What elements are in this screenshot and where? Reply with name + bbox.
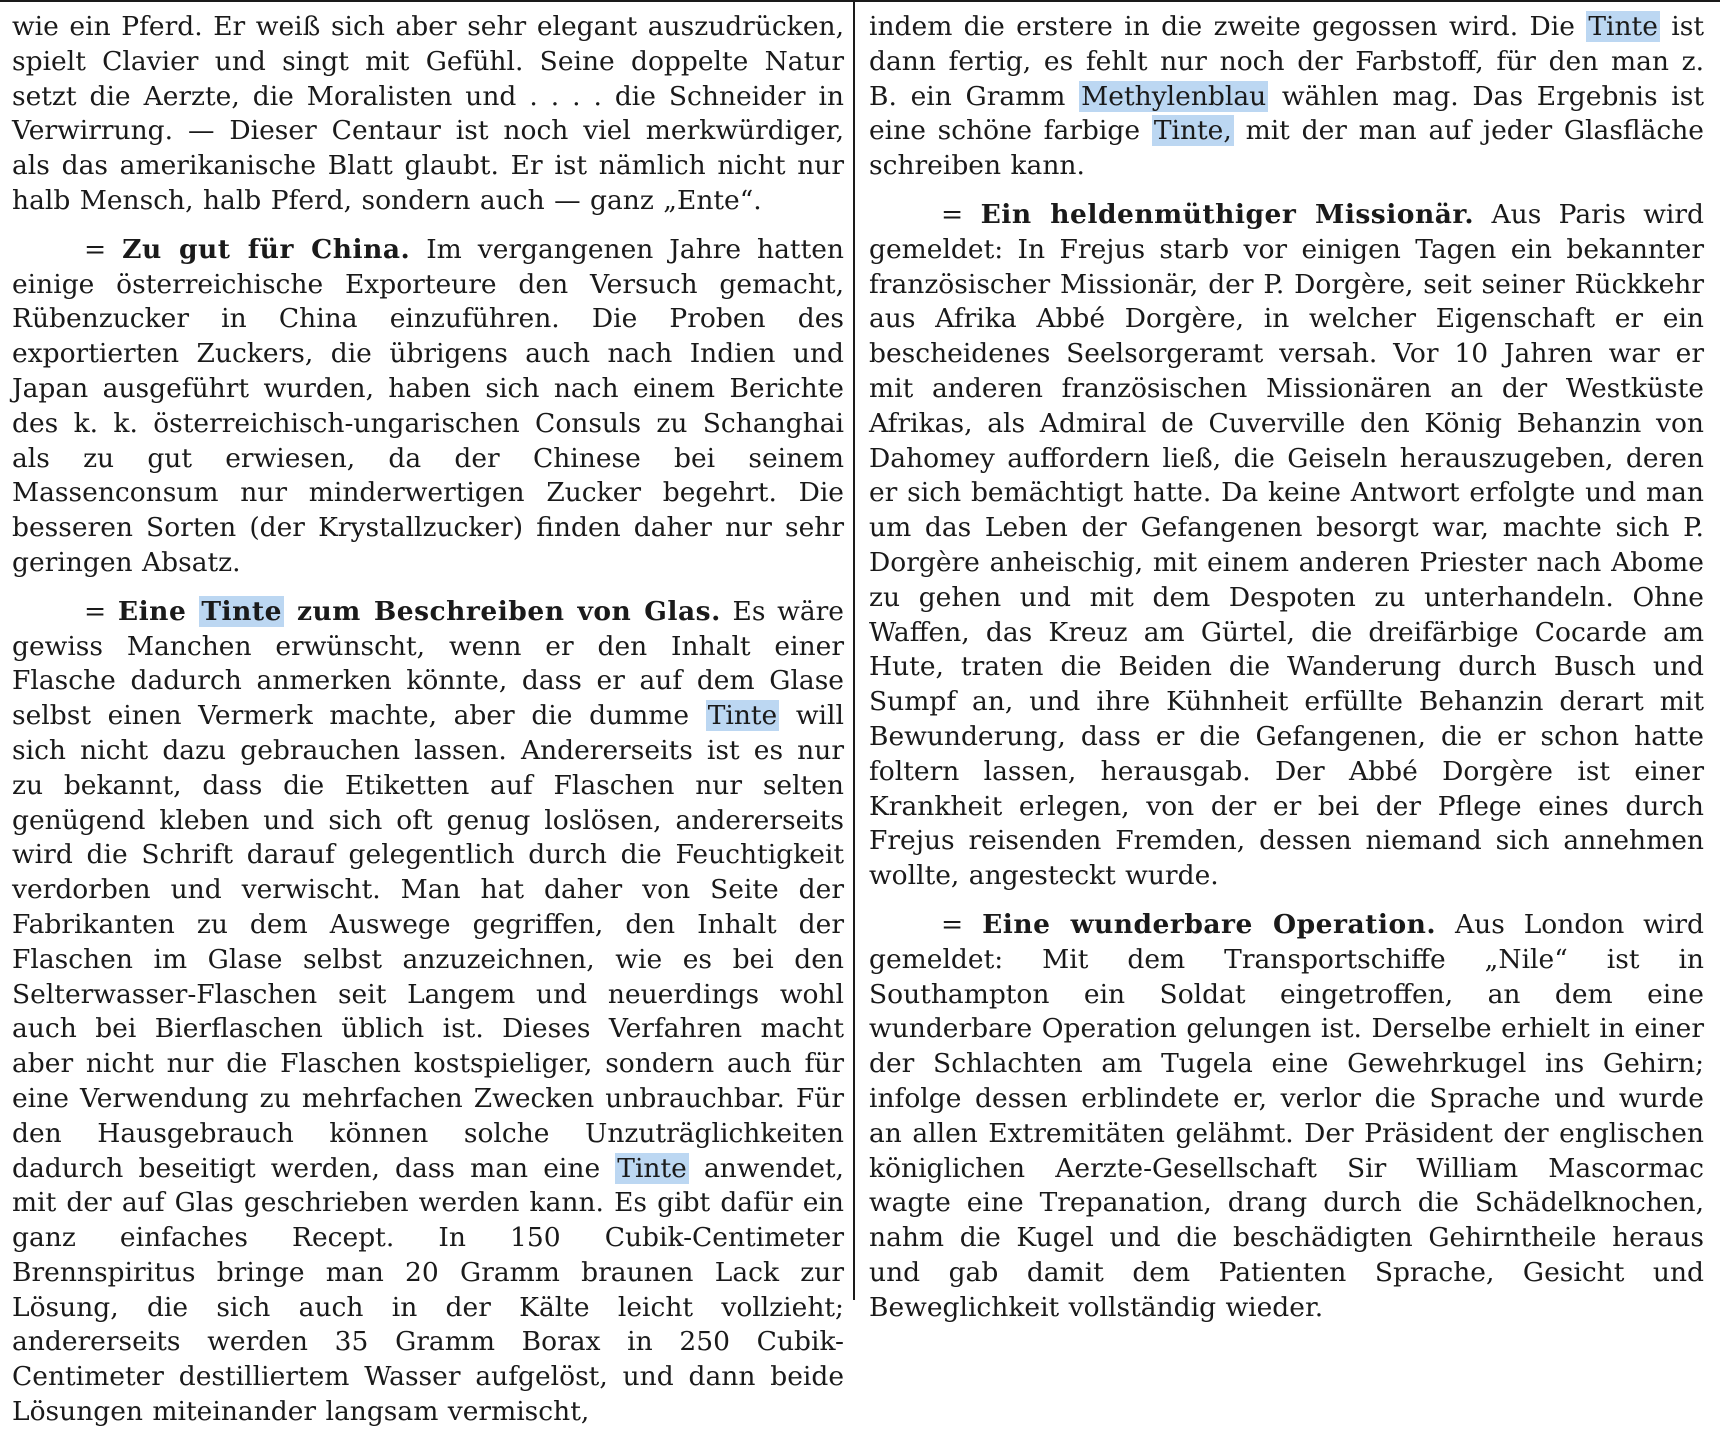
column-divider — [853, 0, 855, 1300]
article-missionar[interactable] — [869, 198, 1704, 894]
article-heading-tinte — [118, 596, 721, 627]
text-part: wählen mag. Das Ergebnis ist eine schöne farbige — [869, 80, 1704, 147]
search-highlight: Tinte, — [1153, 115, 1232, 147]
heading-word: Eine — [117, 595, 187, 627]
article-heading-china: Zu gut für China. — [122, 233, 411, 265]
heading-word: zum Beschreiben von Glas. — [296, 595, 721, 627]
article-marker: = — [941, 908, 964, 940]
text-part: mit der man auf jeder Glasfläche schreiben kann. — [869, 115, 1704, 182]
article-body-part: Es wäre gewiss Manchen erwünscht, wenn er den Inhalt einer Flasche dadurch anmerken könnte, dass er auf dem Glase selbst einen Vermerk machte, aber die dumme — [12, 595, 844, 732]
text-part: indem die erstere in die zweite gegossen wird. Die — [869, 11, 1575, 42]
article-marker: = — [84, 233, 107, 265]
article-heading-operation: Eine wunderbare Operation. — [982, 908, 1437, 940]
article-body-part: anwendet, mit der auf Glas geschrieben werden kann. Es gibt dafür ein ganz einfaches Recept. In 150 Cubik-Centimeter Brennspiritus bringe man 20 Gramm braunen Lack zur Lösung, die sich auch in der Kälte leicht vollzieht; andererseits werden 35 Gramm Borax in 250 Cubik-Centimeter destilliertem Wasser aufgelöst, und dann beide Lösungen miteinander langsam vermischt, — [12, 1152, 844, 1428]
intro-paragraph[interactable]: wie ein Pferd. Er weiß sich aber sehr elegant auszudrücken, spielt Clavier und singt mit Gefühl. Seine doppelte Natur setzt die Aerzte, die Moralisten und . . . . die Schneider in Verwirrung. — Dieser Centaur ist noch viel merkwürdiger, als das amerikanische Blatt glaubt. Er ist nämlich nicht nur halb Mensch, halb Pferd, sondern auch — ganz „Ente“. — [12, 11, 844, 216]
continuation-paragraph[interactable] — [869, 10, 1704, 184]
article-china[interactable] — [12, 233, 844, 581]
article-heading-missionar: Ein heldenmüthiger Missionär. — [980, 198, 1475, 230]
article-body-operation: Aus London wird gemeldet: Mit dem Transportschiffe „Nile“ ist in Southampton ein Soldat eingetroffen, an dem eine wunderbare Operation gelungen ist. Derselbe erhielt in einer der Schlachten am Tugela eine Gewehrkugel ins Gehirn; infolge dessen erblindete er, verlor die Sprache und wurde an allen Extremitäten gelähmt. Der Präsident der englischen königlichen Aerzte-Gesellschaft Sir William Mascormac wagte eine Trepanation, drang durch die Schädelknochen, nahm die Kugel und die beschädigten Gehirntheile heraus und gab damit dem Patienten Sprache, Gesicht und Beweglichkeit vollständig wieder. — [869, 908, 1704, 1323]
search-highlight: Tinte — [707, 700, 778, 732]
article-marker: = — [84, 595, 107, 627]
left-column — [12, 10, 844, 1430]
article-marker: = — [941, 198, 964, 230]
search-highlight: Tinte — [1588, 11, 1658, 42]
article-body-china: Im vergangenen Jahre hatten einige österreichische Exporteure den Versuch gemacht, Rübenzucker in China einzuführen. Die Proben des exportierten Zuckers, die übrigens auch nach Indien und Japan ausgeführt wurden, haben sich nach einem Berichte des k. k. österreichisch-ungarischen Consuls zu Schanghai als zu gut erwiesen, da der Chinese bei seinem Massenconsum nur minderwertigen Zucker begehrt. Die besseren Sorten (der Krystallzucker) finden daher nur sehr geringen Absatz. — [12, 233, 844, 578]
top-rule — [0, 0, 1720, 2]
article-body-missionar: Aus Paris wird gemeldet: In Frejus starb vor einigen Tagen ein bekannter französischer Missionär, der P. Dorgère, seit seiner Rückkehr aus Afrika Abbé Dorgère, in welcher Eigenschaft er ein bescheidenes Seelsorgeramt versah. Vor 10 Jahren war er mit anderen französischen Missionären an der Westküste Afrikas, als Admiral de Cuverville den König Behanzin von Dahomey auffordern ließ, die Geiseln herauszugeben, deren er sich bemächtigt hatte. Da keine Antwort erfolgte und man um das Leben der Gefangenen besorgt war, machte sich P. Dorgère anheischig, mit einem anderen Priester nach Abome zu gehen und mit dem Despoten zu unterhandeln. Ohne Waffen, das Kreuz am Gürtel, die dreifärbige Cocarde am Hute, traten die Beiden die Wanderung durch Busch und Sumpf an, und ihre Kühnheit erfüllte Behanzin derart mit Bewunderung, dass er die Gefangenen, die er schon hatte foltern lassen, herausgab. Der Abbé Dorgère ist einer Krankheit erlegen, von der er bei der Pflege eines durch Frejus reisenden Fremden, dessen niemand sich annehmen wollte, angesteckt wurde. — [869, 198, 1704, 892]
search-highlight: Methylenblau — [1081, 80, 1267, 112]
text-part: ist dann fertig, es fehlt nur noch der Farbstoff, für den man z. B. ein Gramm — [869, 11, 1704, 112]
right-column — [869, 10, 1704, 1325]
article-operation[interactable] — [869, 908, 1704, 1326]
search-highlight: Tinte — [201, 595, 282, 627]
search-highlight: Tinte — [617, 1152, 687, 1184]
article-tinte[interactable] — [12, 595, 844, 1430]
article-body-part: will sich nicht dazu gebrauchen lassen. Andererseits ist es nur zu bekannt, dass die Etiketten auf Flaschen nur selten genügend kleben und sich oft genug loslösen, andererseits wird die Schrift darauf gelegentlich durch die Feuchtigkeit verdorben und verwischt. Man hat daher von Seite der Fabrikanten zu dem Auswege gegriffen, den Inhalt der Flaschen im Glase selbst anzuzeichnen, wie es bei den Selterwasser-Flaschen seit Langem und neuerdings wohl auch bei Bierflaschen üblich ist. Dieses Verfahren macht aber nicht nur die Flaschen kostspieliger, sondern auch für eine Verwendung zu mehrfachen Zwecken unbrauchbar. Für den Hausgebrauch können solche Unzuträglichkeiten dadurch beseitigt werden, dass man eine — [12, 700, 844, 1184]
